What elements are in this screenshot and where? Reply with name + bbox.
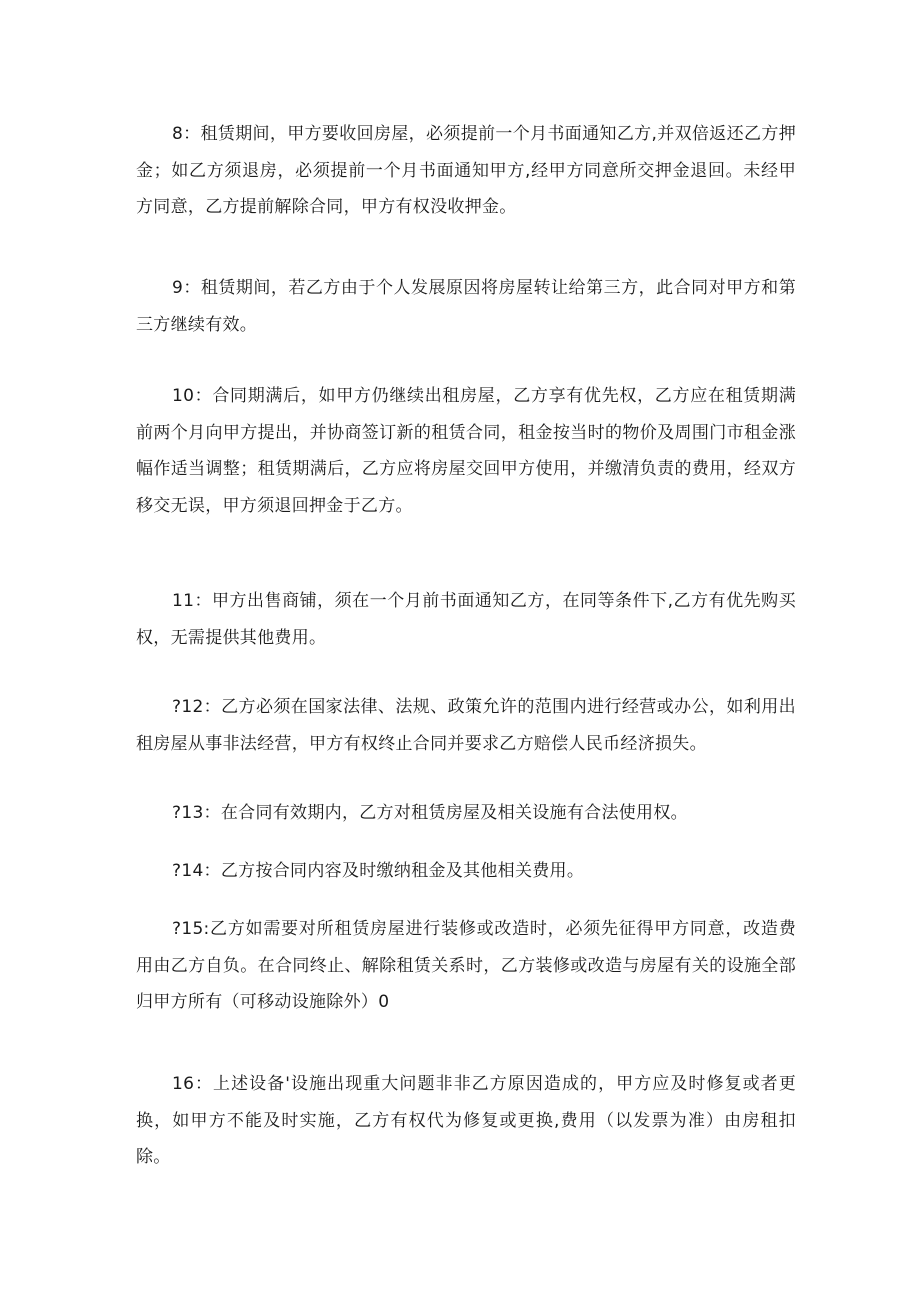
clause-12: ?12：乙方必须在国家法律、法规、政策允许的范围内进行经营或办公，如利用出租房屋从事非法经营，甲方有权终止合同并要求乙方赔偿人民币经济损失。 — [136, 697, 796, 754]
clause-10: 10：合同期满后，如甲方仍继续出租房屋，乙方享有优先权，乙方应在租赁期满前两个月向甲方提出，并协商签订新的租赁合同，租金按当时的物价及周围门市租金涨幅作适当调整；租赁期满后，乙方应将房屋交回甲方使用，并缴清负责的费用，经双方移交无误，甲方须退回押金于乙方。 — [136, 386, 796, 516]
clause-16: 16：上述设备'设施出现重大问题非非乙方原因造成的，甲方应及时修复或者更换，如甲方不能及时实施，乙方有权代为修复或更换,费用（以发票为准）由房租扣除。 — [136, 1074, 796, 1167]
clause-8: 8：租赁期间，甲方要收回房屋，必须提前一个月书面通知乙方,并双倍返还乙方押金；如乙方须退房，必须提前一个月书面通知甲方,经甲方同意所交押金退回。未经甲方同意，乙方提前解除合同，甲方有权没收押金。 — [136, 124, 796, 217]
clause-15: ?15:乙方如需要对所租赁房屋进行装修或改造时，必须先征得甲方同意，改造费用由乙方自负。在合同终止、解除租赁关系时，乙方装修或改造与房屋有关的设施全部归甲方所有（可移动设施除外）0 — [136, 919, 796, 1012]
clause-9: 9：租赁期间，若乙方由于个人发展原因将房屋转让给第三方，此合同对甲方和第三方继续有效。 — [136, 278, 796, 335]
clause-14: ?14：乙方按合同内容及时缴纳租金及其他相关费用。 — [172, 861, 585, 881]
clause-13: ?13：在合同有效期内，乙方对租赁房屋及相关设施有合法使用权。 — [172, 803, 688, 823]
clause-11: 11：甲方出售商铺，须在一个月前书面通知乙方，在同等条件下,乙方有优先购买权，无需提供其他费用。 — [136, 591, 796, 648]
